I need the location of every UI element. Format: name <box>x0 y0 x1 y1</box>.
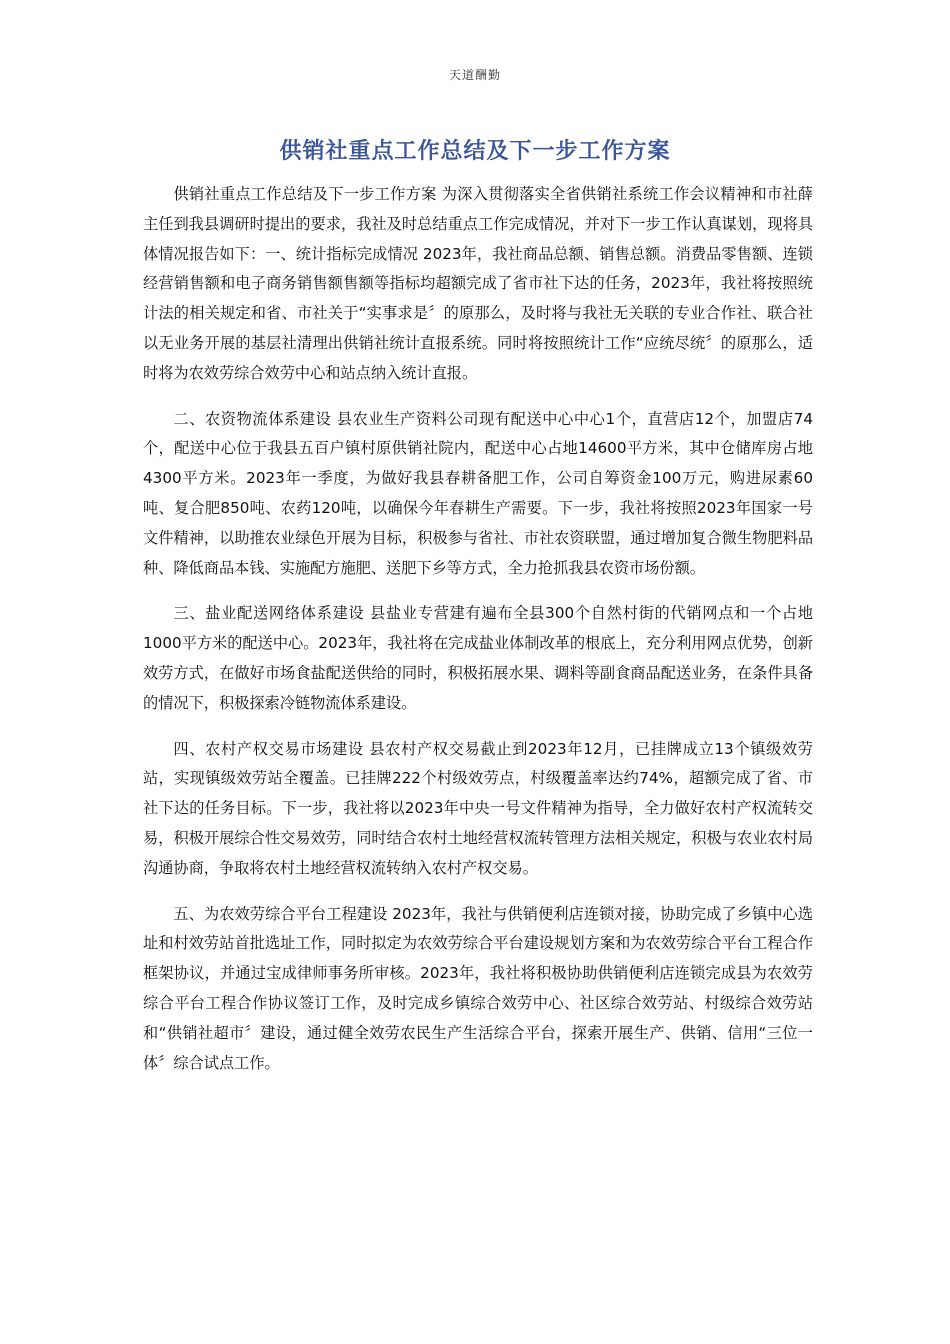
page-header: 天道酬勤 <box>448 68 501 82</box>
document-body <box>143 180 813 1094</box>
document-title: 供销社重点工作总结及下一步工作方案 <box>279 139 671 164</box>
paragraph-salt-distribution: 三、盐业配送网络体系建设 县盐业专营建有遍布全县300个自然村街的代销网点和一个占地1000平方米的配送中心。2023年，我社将在完成盐业体制改革的根底上，充分利用网点优势，创新效劳方式，在做好市场食盐配送供给的同时，积极拓展水果、调料等副食商品配送业务，在条件具备的情况下，积极探索冷链物流体系建设。 <box>143 604 813 712</box>
paragraph-agri-logistics: 二、农资物流体系建设 县农业生产资料公司现有配送中心中心1个，直营店12个，加盟店74个，配送中心位于我县五百户镇村原供销社院内，配送中心占地14600平方米，其中仓储库房占地4300平方米。2023年一季度，为做好我县春耕备肥工作，公司自筹资金100万元，购进尿素60吨、复合肥850吨、农药120吨，以确保今年春耕生产需要。下一步，我社将按照2023年国家一号文件精神，以助推农业绿色开展为目标，积极参与省社、市社农资联盟，通过增加复合微生物肥料品种、降低商品本钱、实施配方施肥、送肥下乡等方式，全力抢抓我县农资市场份额。 <box>143 409 813 577</box>
paragraph-rural-property: 四、农村产权交易市场建设 县农村产权交易截止到2023年12月，已挂牌成立13个镇级效劳站，实现镇级效劳站全覆盖。已挂牌222个村级效劳点，村级覆盖率达约74%，超额完成了省、市社下达的任务目标。下一步，我社将以2023年中央一号文件精神为指导，全力做好农村产权流转交易，积极开展综合性交易效劳，同时结合农村土地经营权流转管理方法相关规定，积极与农业农村局沟通协商，争取将农村土地经营权流转纳入农村产权交易。 <box>143 739 813 877</box>
paragraph-service-platform: 五、为农效劳综合平台工程建设 2023年，我社与供销便利店连锁对接，协助完成了乡镇中心选址和村效劳站首批选址工作，同时拟定为农效劳综合平台建设规划方案和为农效劳综合平台工程合作框架协议，并通过宝成律师事务所审核。2023年，我社将积极协助供销便利店连锁完成县为农效劳综合平台工程合作协议签订工作，及时完成乡镇综合效劳中心、社区综合效劳站、村级综合效劳站和“供销社超市〞建设，通过健全效劳农民生产生活综合平台，探索开展生产、供销、信用“三位一体〞综合试点工作。 <box>143 904 813 1072</box>
paragraph-statistics: 供销社重点工作总结及下一步工作方案 为深入贯彻落实全省供销社系统工作会议精神和市社薛主任到我县调研时提出的要求，我社及时总结重点工作完成情况，并对下一步工作认真谋划，现将具体情况报告如下：一、统计指标完成情况 2023年，我社商品总额、销售总额。消费品零售额、连锁经营销售额和电子商务销售额售额等指标均超额完成了省市社下达的任务，2023年，我社将按照统计法的相关规定和省、市社关于“实事求是〞的原那么，及时将与我社无关联的专业合作社、联合社以无业务开展的基层社清理出供销社统计直报系统。同时将按照统计工作“应统尽统〞的原那么，适时将为农效劳综合效劳中心和站点纳入统计直报。 <box>143 185 813 382</box>
